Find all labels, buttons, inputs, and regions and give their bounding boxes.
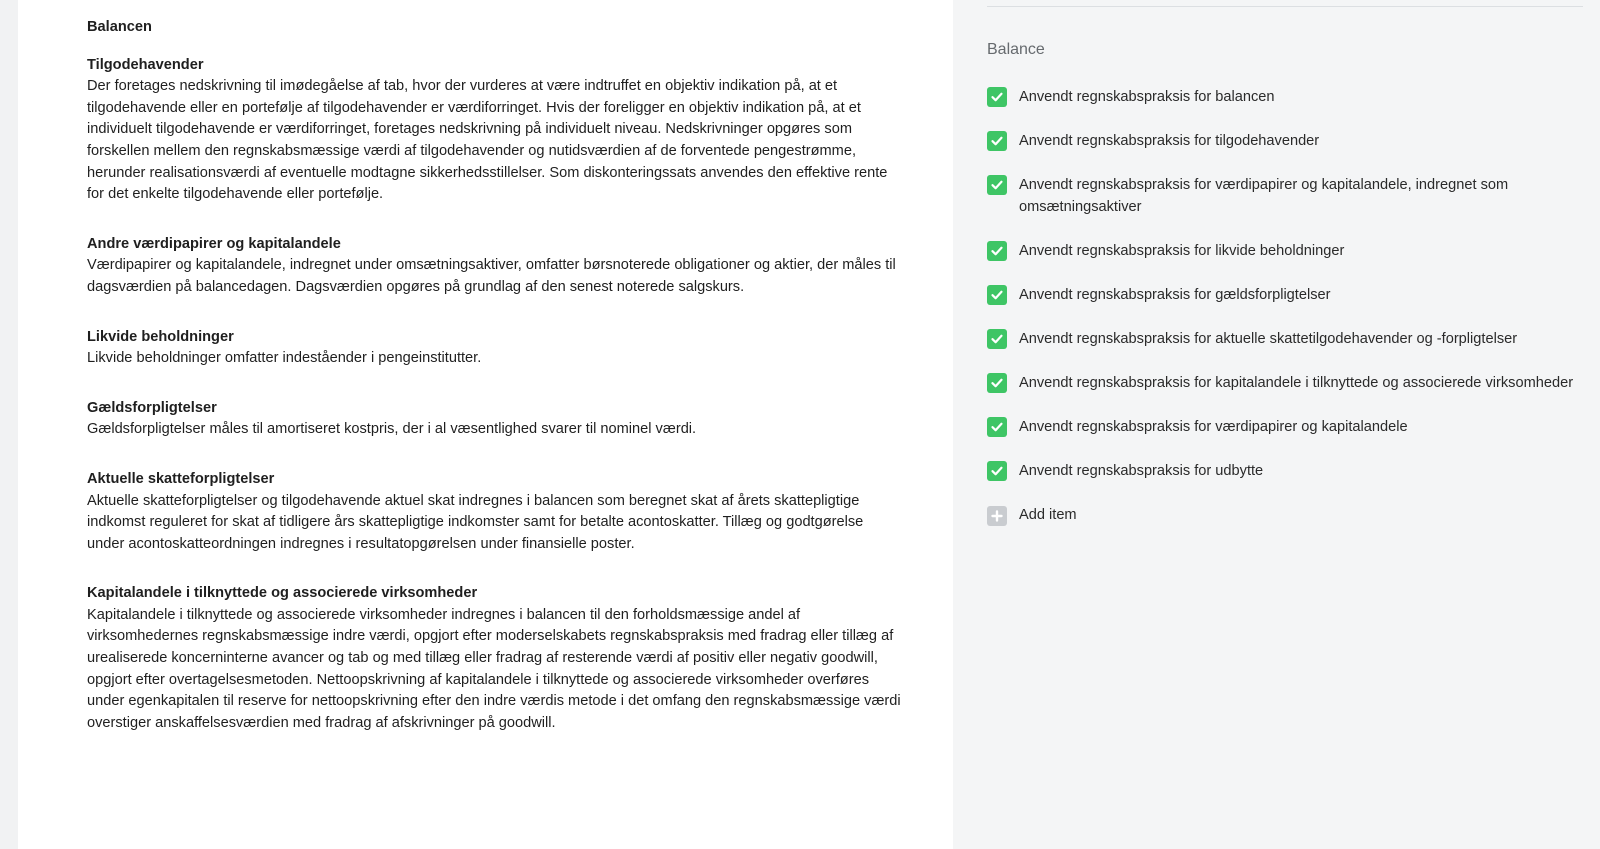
check-icon bbox=[990, 288, 1004, 302]
check-icon bbox=[990, 420, 1004, 434]
checklist-item-label: Anvendt regnskabspraksis for udbytte bbox=[1019, 463, 1264, 480]
section-heading: Andre værdipapirer og kapitalandele bbox=[87, 235, 341, 252]
section-gaeldsforpligtelser bbox=[87, 398, 902, 441]
checklist-item[interactable] bbox=[987, 87, 1583, 109]
checklist-item[interactable] bbox=[987, 285, 1583, 307]
add-item-button[interactable] bbox=[987, 505, 1583, 527]
checklist-item-label: Anvendt regnskabspraksis for værdipapirer og kapitalandele bbox=[1019, 419, 1408, 436]
checklist-item[interactable] bbox=[987, 417, 1583, 439]
add-item-box[interactable] bbox=[987, 506, 1007, 526]
check-icon bbox=[990, 178, 1004, 192]
section-body: Gældsforpligtelser måles til amortiseret kostpris, der i al væsentlighed svarer til nominel værdi. bbox=[87, 421, 697, 438]
plus-icon bbox=[990, 509, 1004, 523]
left-margin-strip bbox=[0, 0, 18, 849]
checklist-item[interactable] bbox=[987, 175, 1583, 218]
section-body: Aktuelle skatteforpligtelser og tilgodehavende aktuel skat indregnes i balancen som beregnet skat af årets skattepligtige indkomst reguleret for skat af tidligere års skattepligtige indkomster samt for betalte acontoskatter. Tillæg og godtgørelse under acontoskatteordningen indregnes i resultatopgørelsen under finansielle poster. bbox=[87, 492, 864, 552]
sidebar-heading: Balance bbox=[987, 41, 1045, 58]
check-icon bbox=[990, 376, 1004, 390]
add-item-label: Add item bbox=[1019, 507, 1077, 524]
checkbox-checked[interactable] bbox=[987, 131, 1007, 151]
checkbox-checked[interactable] bbox=[987, 373, 1007, 393]
check-icon bbox=[990, 332, 1004, 346]
checklist-item-label: Anvendt regnskabspraksis for værdipapirer og kapitalandele, indregnet som omsætningsaktiver bbox=[1019, 177, 1509, 215]
section-body: Værdipapirer og kapitalandele, indregnet under omsætningsaktiver, omfatter børsnoterede obligationer og aktier, der måles til dagsværdien på balancedagen. Dagsværdien opgøres på grundlag af den senest noterede salgskurs. bbox=[87, 257, 896, 295]
checklist-item-label: Anvendt regnskabspraksis for tilgodehavender bbox=[1019, 133, 1320, 150]
checklist-item-label: Anvendt regnskabspraksis for balancen bbox=[1019, 89, 1275, 105]
checklist-item-label: Anvendt regnskabspraksis for likvide beholdninger bbox=[1019, 242, 1345, 259]
section-heading: Tilgodehavender bbox=[87, 56, 204, 73]
checkbox-checked[interactable] bbox=[987, 87, 1007, 107]
checklist-item[interactable] bbox=[987, 461, 1583, 483]
checkbox-checked[interactable] bbox=[987, 175, 1007, 195]
checklist bbox=[987, 87, 1583, 527]
checkbox-checked[interactable] bbox=[987, 241, 1007, 261]
sidebar-panel bbox=[953, 0, 1600, 849]
document-title: Balancen bbox=[87, 19, 152, 35]
section-heading: Aktuelle skatteforpligtelser bbox=[87, 470, 275, 487]
section-kapitalandele bbox=[87, 583, 902, 734]
checklist-item[interactable] bbox=[987, 131, 1583, 153]
section-body: Likvide beholdninger omfatter indeståender i pengeinstitutter. bbox=[87, 350, 482, 367]
section-tilgodehavender bbox=[87, 55, 902, 206]
section-body: Der foretages nedskrivning til imødegåelse af tab, hvor der vurderes at være indtruffet en objektiv indikation på, at et tilgodehavende eller en portefølje af tilgodehavender er værdiforringet. Hvis der foreligger en objektiv indikation på, at et individuelt tilgodehavende er værdiforringet, foretages nedskrivning på individuelt niveau. Nedskrivninger opgøres som forskellen mellem den regnskabsmæssige værdi af tilgodehavender og nutidsværdien af de forventede pengestrømme, herunder realisationsværdi af eventuelle modtagne sikkerhedsstillelser. Som diskonteringssats anvendes den effektive rente for det enkelte tilgodehavende eller portefølje. bbox=[87, 78, 888, 203]
checkbox-checked[interactable] bbox=[987, 285, 1007, 305]
checklist-item[interactable] bbox=[987, 329, 1583, 351]
document-panel bbox=[18, 0, 953, 849]
checklist-item-label: Anvendt regnskabspraksis for kapitalandele i tilknyttede og associerede virksomheder bbox=[1019, 375, 1574, 392]
checkbox-checked[interactable] bbox=[987, 417, 1007, 437]
checklist-item-label: Anvendt regnskabspraksis for aktuelle skattetilgodehavender og -forpligtelser bbox=[1019, 331, 1518, 348]
section-andre-vaerdipapirer bbox=[87, 234, 902, 299]
section-body: Kapitalandele i tilknyttede og associerede virksomheder indregnes i balancen til den forholdsmæssige andel af virksomhedernes regnskabsmæssige indre værdi, opgjort efter moderselskabets regnskabspraksis med fradrag eller tillæg af urealiserede koncerninterne avancer og tab og med tillæg eller fradrag af resterende værdi af positiv eller negativ goodwill, opgjort efter overtagelsesmetoden. Nettoopskrivning af kapitalandele i tilknyttede og associerede virksomheder overføres under egenkapitalen til reserve for nettoopskrivning efter den indre værdis metode i det omfang den regnskabsmæssige værdi overstiger anskaffelsesværdien med fradrag af afskrivninger på goodwill. bbox=[87, 606, 901, 731]
section-heading: Likvide beholdninger bbox=[87, 328, 234, 345]
sidebar-divider bbox=[987, 6, 1583, 7]
section-heading: Gældsforpligtelser bbox=[87, 399, 217, 416]
check-icon bbox=[990, 90, 1004, 104]
check-icon bbox=[990, 244, 1004, 258]
section-heading: Kapitalandele i tilknyttede og associerede virksomheder bbox=[87, 585, 478, 602]
checkbox-checked[interactable] bbox=[987, 329, 1007, 349]
check-icon bbox=[990, 134, 1004, 148]
check-icon bbox=[990, 464, 1004, 478]
document-content bbox=[87, 17, 902, 762]
section-aktuelle-skatteforpligtelser bbox=[87, 469, 902, 555]
checklist-item[interactable] bbox=[987, 373, 1583, 395]
section-likvide-beholdninger bbox=[87, 327, 902, 370]
checkbox-checked[interactable] bbox=[987, 461, 1007, 481]
checklist-item[interactable] bbox=[987, 241, 1583, 263]
checklist-item-label: Anvendt regnskabspraksis for gældsforpligtelser bbox=[1019, 286, 1331, 303]
